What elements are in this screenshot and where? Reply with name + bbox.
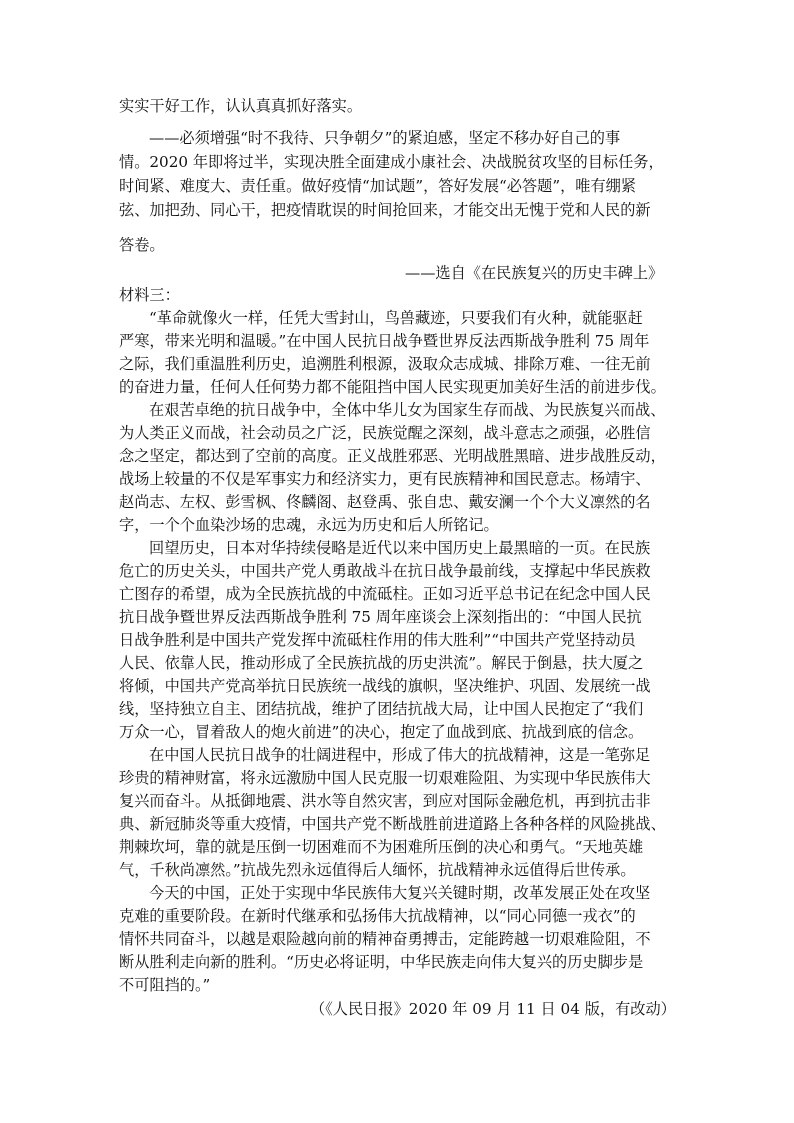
text-line: 情。2020 年即将过半，实现决胜全面建成小康社会、决战脱贫攻坚的目标任务， — [119, 153, 664, 171]
text-line: 珍贵的精神财富，将永远激励中国人民克服一切艰难险阻、为实现中华民族伟大 — [119, 769, 651, 787]
text-line: 荆棘坎坷，靠的就是压倒一切困难而不为困难所压倒的决心和勇气。“天地英雄 — [119, 838, 644, 856]
text-line: 不可阻挡的。” — [119, 976, 211, 994]
citation: （《人民日报》2020 年 09 月 11 日 04 版，有改动） — [310, 1000, 676, 1018]
text-line: “革命就像火一样，任凭大雪封山，鸟兽藏迹，只要我们有火种，就能驱赶 — [149, 309, 643, 327]
text-line: 时间紧、难度大、责任重。做好疫情“加试题”，答好发展“必答题”，唯有绷紧 — [119, 177, 637, 195]
text-line: 赵尚志、左权、彭雪枫、佟麟阁、赵登禹、张自忠、戴安澜一个个大义凛然的名 — [119, 493, 651, 511]
text-line: 回望历史，日本对华持续侵略是近代以来中国历史上最黑暗的一页。在民族 — [149, 539, 651, 557]
text-line: 的奋进力量，任何人任何势力都不能阻挡中国人民实现更加美好生活的前进步伐。 — [119, 378, 666, 396]
text-line: 亡图存的希望，成为全民族抗战的中流砥柱。正如习近平总书记在纪念中国人民 — [119, 585, 651, 603]
text-line: 克难的重要阶段。在新时代继承和弘扬伟大抗战精神，以“同心同德一戎衣”的 — [119, 907, 636, 925]
text-line: 严寒，带来光明和温暖。”在中国人民抗日战争暨世界反法西斯战争胜利 75 周年 — [119, 332, 650, 350]
text-line: 在中国人民抗日战争的壮阔进程中，形成了伟大的抗战精神，这是一笔弥足 — [149, 746, 651, 764]
text-line: 答卷。 — [119, 236, 165, 254]
text-line: 抗日战争暨世界反法西斯战争胜利 75 周年座谈会上深刻指出的：“中国人民抗 — [119, 608, 642, 626]
source-attribution: ——选自《在民族复兴的历史丰碑上》 — [405, 264, 664, 282]
text-line: 今天的中国，正处于实现中华民族伟大复兴关键时期，改革发展正处在攻坚 — [149, 884, 651, 902]
text-line: 人民、依靠人民，推动形成了全民族抗战的历史洪流”。解民于倒悬，扶大厦之 — [119, 654, 644, 672]
text-line: 之际，我们重温胜利历史，追溯胜利根源，汲取众志成城、排除万难、一往无前 — [119, 355, 651, 373]
text-line: 战场上较量的不仅是军事实力和经济实力，更有民族精神和国民意志。杨靖宇、 — [119, 470, 651, 488]
text-line: 线，坚持独立自主、团结抗战，维护了团结抗战大局，让中国人民抱定了“我们 — [119, 700, 644, 718]
text-line: 气，千秋尚凛然。”抗战先烈永远值得后人缅怀，抗战精神永远值得后世传承。 — [119, 861, 636, 879]
text-line: 典、新冠肺炎等重大疫情，中国共产党不断战胜前进道路上各种各样的风险挑战、 — [119, 815, 666, 833]
text-line: 断从胜利走向新的胜利。“历史必将证明，中华民族走向伟大复兴的历史脚步是 — [119, 953, 644, 971]
text-line: ——必须增强“时不我待、只争朝夕”的紧迫感，坚定不移办好自己的事 — [149, 129, 621, 147]
text-line: 字，一个个血染沙场的忠魂，永远为历史和后人所铭记。 — [119, 516, 499, 534]
text-line: 为人类正义而战，社会动员之广泛，民族觉醒之深刻，战斗意志之顽强，必胜信 — [119, 424, 651, 442]
text-line: 念之坚定，都达到了空前的高度。正义战胜邪恶、光明战胜黑暗、进步战胜反动， — [119, 447, 666, 465]
section-heading: 材料三： — [119, 286, 180, 304]
text-line: 情怀共同奋斗，以越是艰险越向前的精神奋勇搏击，定能跨越一切艰难险阻，不 — [119, 930, 651, 948]
text-line: 危亡的历史关头，中国共产党人勇敢战斗在抗日战争最前线，支撑起中华民族救 — [119, 562, 651, 580]
text-line: 弦、加把劲、同心干，把疫情耽误的时间抢回来，才能交出无愧于党和人民的新 — [119, 201, 651, 219]
text-line: 将倾，中国共产党高举抗日民族统一战线的旗帜，坚决维护、巩固、发展统一战 — [119, 677, 651, 695]
text-line: 万众一心，冒着敌人的炮火前进”的决心，抱定了血战到底、抗战到底的信念。 — [119, 723, 644, 741]
text-line: 实实干好工作，认认真真抓好落实。 — [119, 97, 362, 115]
text-line: 在艰苦卓绝的抗日战争中，全体中华儿女为国家生存而战、为民族复兴而战、 — [149, 401, 666, 419]
text-line: 日战争胜利是中国共产党发挥中流砥柱作用的伟大胜利”“中国共产党坚持动员 — [119, 631, 636, 649]
text-line: 复兴而奋斗。从抵御地震、洪水等自然灾害，到应对国际金融危机，再到抗击非 — [119, 792, 651, 810]
